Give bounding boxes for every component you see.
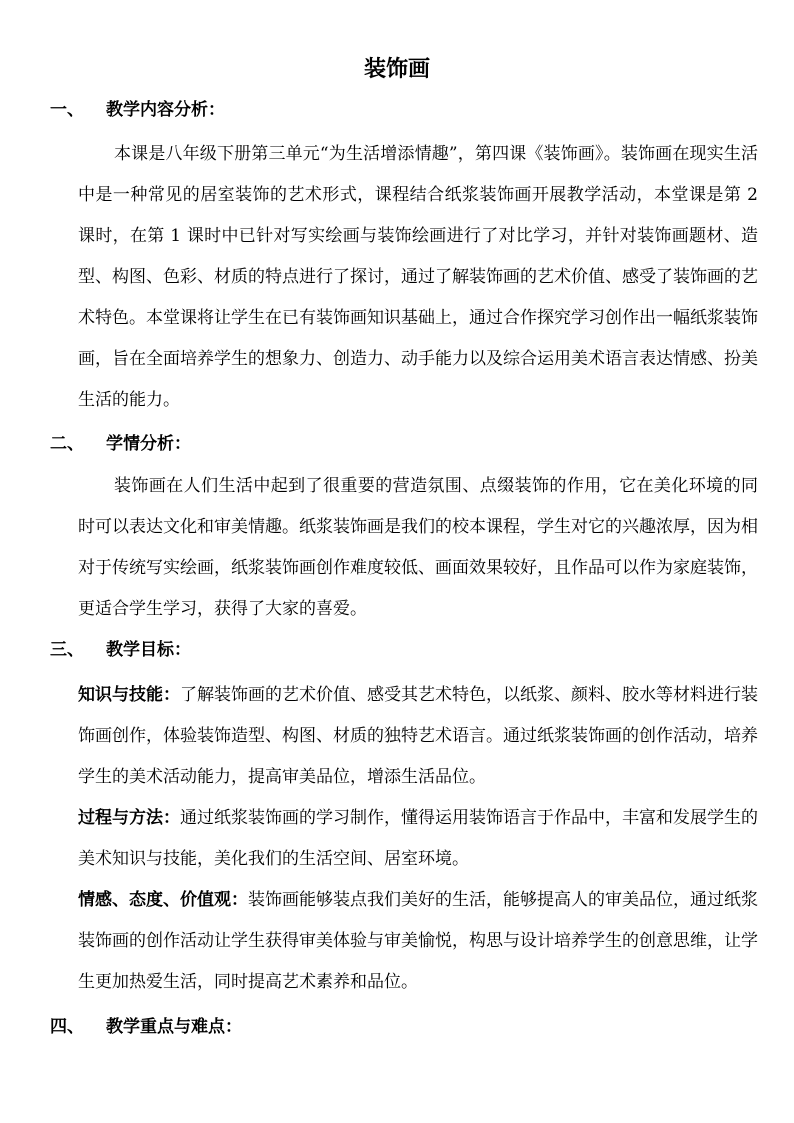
goal-label: 情感、态度、价值观： xyxy=(78,890,248,910)
goal-label: 知识与技能： xyxy=(78,685,180,705)
goal-emotion-attitude-values xyxy=(78,880,758,1003)
goal-text: 装饰画能够装点我们美好的生活，能够提高人的审美品位，通过纸浆装饰画的创作活动让学生获得审美体验与审美愉悦，构思与设计培养学生的创意思维，让学生更加热爱生活，同时提高艺术素养和品位。 xyxy=(78,890,758,992)
goal-process-method xyxy=(78,798,758,880)
section-title: 教学内容分析： xyxy=(106,100,225,120)
section-heading-3 xyxy=(50,637,191,663)
document-title: 装饰画 xyxy=(363,56,430,82)
section-number: 一、 xyxy=(50,100,84,120)
section-number: 四、 xyxy=(50,1017,84,1037)
section-2-paragraph: 装饰画在人们生活中起到了很重要的营造氛围、点缀装饰的作用，它在美化环境的同时可以表达文化和审美情趣。纸浆装饰画是我们的校本课程，学生对它的兴趣浓厚，因为相对于传统写实绘画，纸浆装饰画创作难度较低、画面效果较好，且作品可以作为家庭装饰，更适合学生学习，获得了大家的喜爱。 xyxy=(78,476,758,619)
section-number: 二、 xyxy=(50,434,84,454)
section-heading-2 xyxy=(50,431,191,457)
section-title: 学情分析： xyxy=(106,434,191,454)
goal-label: 过程与方法： xyxy=(78,808,180,828)
goal-text: 通过纸浆装饰画的学习制作，懂得运用装饰语言于作品中，丰富和发展学生的美术知识与技能，美化我们的生活空间、居室环境。 xyxy=(78,808,758,869)
section-title: 教学目标： xyxy=(106,640,191,660)
section-1-paragraph: 本课是八年级下册第三单元“为生活增添情趣”，第四课《装饰画》。装饰画在现实生活中是一种常见的居室装饰的艺术形式，课程结合纸浆装饰画开展教学活动，本堂课是第 2 课时，在第 1 课时中已针对写实绘画与装饰绘画进行了对比学习，并针对装饰画题材、造型、构图、色彩、材质的特点进行了探讨，通过了解装饰画的艺术价值、感受了装饰画的艺术特色。本堂课将让学生在已有装饰画知识基础上，通过合作探究学习创作出一幅纸浆装饰画，旨在全面培养学生的想象力、创造力、动手能力以及综合运用美术语言表达情感、扮美生活的能力。 xyxy=(78,144,758,410)
goal-text: 了解装饰画的艺术价值、感受其艺术特色，以纸浆、颜料、胶水等材料进行装饰画创作，体验装饰造型、构图、材质的独特艺术语言。通过纸浆装饰画的创作活动，培养学生的美术活动能力，提高审美品位，增添生活品位。 xyxy=(78,685,758,787)
goal-knowledge-skills xyxy=(78,675,758,798)
section-number: 三、 xyxy=(50,640,84,660)
section-heading-4 xyxy=(50,1014,242,1040)
section-title: 教学重点与难点： xyxy=(106,1017,242,1037)
section-heading-1 xyxy=(50,97,225,123)
